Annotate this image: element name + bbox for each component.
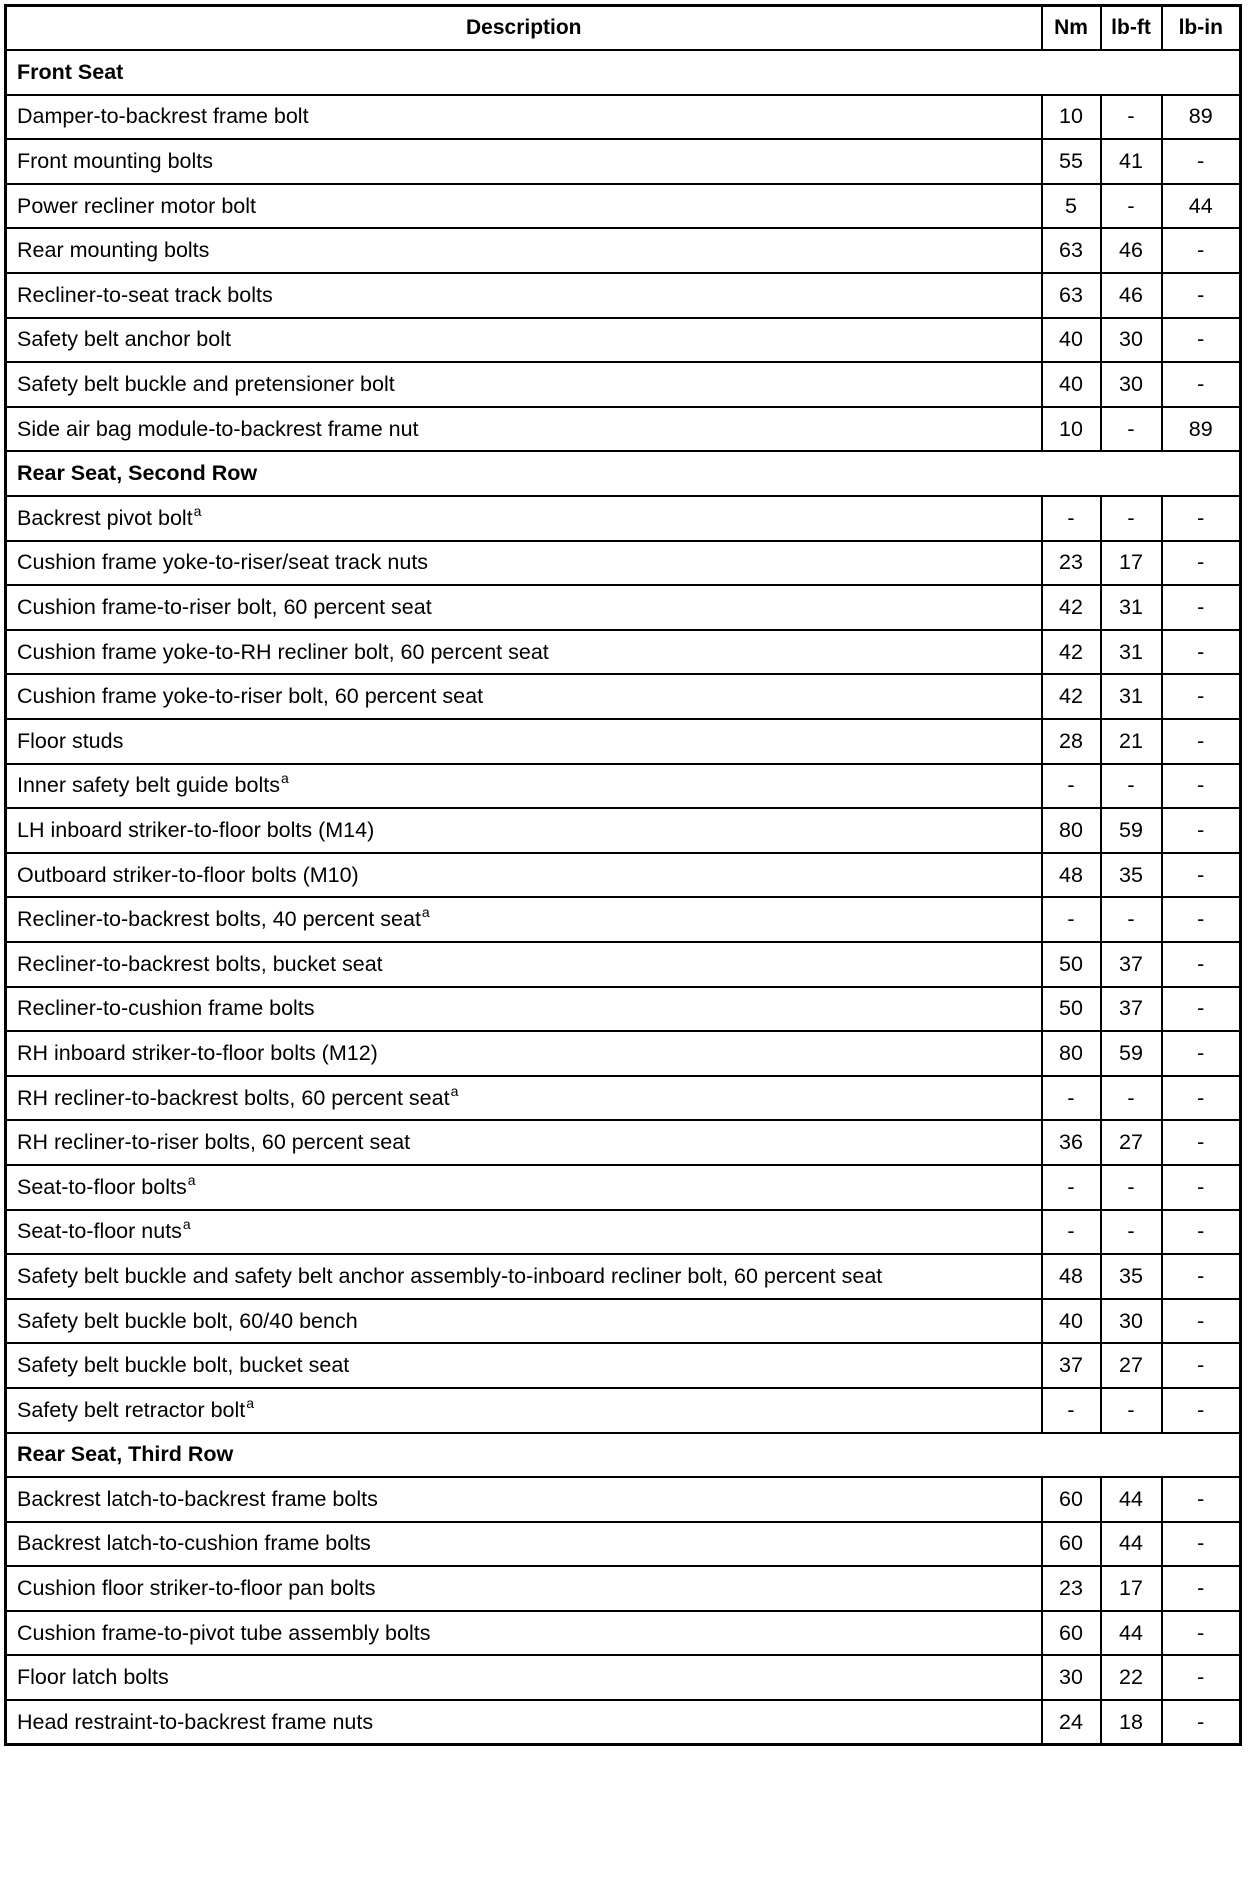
nm-cell: 42	[1042, 585, 1101, 630]
header-description: Description	[6, 6, 1042, 51]
lbin-cell: -	[1162, 139, 1241, 184]
description-text: Cushion frame-to-riser bolt, 60 percent seat	[17, 595, 432, 620]
footnote-marker: a	[246, 1394, 255, 1411]
lbin-cell: -	[1162, 1254, 1241, 1299]
table-row	[6, 1522, 1241, 1567]
description-cell	[6, 585, 1042, 630]
lbin-cell: -	[1162, 808, 1241, 853]
lbft-cell: 18	[1101, 1700, 1162, 1745]
nm-cell: 40	[1042, 1299, 1101, 1344]
lbft-cell: 46	[1101, 228, 1162, 273]
description-cell	[6, 318, 1042, 363]
lbft-cell: 31	[1101, 674, 1162, 719]
table-row	[6, 987, 1241, 1032]
nm-cell: 60	[1042, 1611, 1101, 1656]
lbin-cell: -	[1162, 273, 1241, 318]
table-row	[6, 942, 1241, 987]
description-cell	[6, 630, 1042, 675]
lbft-cell: 22	[1101, 1655, 1162, 1700]
description-cell	[6, 541, 1042, 586]
description-text: Safety belt retractor bolt	[17, 1397, 246, 1422]
lbin-cell: -	[1162, 1299, 1241, 1344]
nm-cell: 30	[1042, 1655, 1101, 1700]
lbin-cell: -	[1162, 897, 1241, 942]
table-row	[6, 273, 1241, 318]
description-cell	[6, 1165, 1042, 1210]
table-row	[6, 1165, 1241, 1210]
lbft-cell: -	[1101, 764, 1162, 809]
description-cell	[6, 808, 1042, 853]
lbft-cell: 44	[1101, 1611, 1162, 1656]
description-text: Rear mounting bolts	[17, 238, 210, 263]
nm-cell: 60	[1042, 1522, 1101, 1567]
footnote-marker: a	[450, 1082, 459, 1099]
description-text: Floor latch bolts	[17, 1665, 169, 1690]
section-header-row	[6, 50, 1241, 95]
lbin-cell: -	[1162, 1522, 1241, 1567]
table-row	[6, 1031, 1241, 1076]
nm-cell: 42	[1042, 674, 1101, 719]
table-row	[6, 95, 1241, 140]
lbft-cell: 41	[1101, 139, 1162, 184]
lbft-cell: 44	[1101, 1522, 1162, 1567]
section-title: Rear Seat, Third Row	[6, 1433, 1241, 1478]
description-text: Safety belt buckle and safety belt anchor assembly-to-inboard recliner bolt, 60 percent seat	[17, 1263, 883, 1288]
lbft-cell: 17	[1101, 541, 1162, 586]
table-row	[6, 1210, 1241, 1255]
nm-cell: 24	[1042, 1700, 1101, 1745]
description-cell	[6, 764, 1042, 809]
header-lbin: lb-in	[1162, 6, 1241, 51]
description-text: Cushion frame-to-pivot tube assembly bolts	[17, 1620, 431, 1645]
table-row	[6, 719, 1241, 764]
lbft-cell: -	[1101, 897, 1162, 942]
footnote-marker: a	[182, 1216, 191, 1233]
nm-cell: 80	[1042, 808, 1101, 853]
lbft-cell: -	[1101, 95, 1162, 140]
lbft-cell: -	[1101, 184, 1162, 229]
nm-cell: 50	[1042, 942, 1101, 987]
nm-cell: 5	[1042, 184, 1101, 229]
nm-cell: 55	[1042, 139, 1101, 184]
lbin-cell: -	[1162, 585, 1241, 630]
description-cell	[6, 1388, 1042, 1433]
lbft-cell: 27	[1101, 1120, 1162, 1165]
lbin-cell: -	[1162, 1611, 1241, 1656]
table-row	[6, 808, 1241, 853]
description-text: Cushion frame yoke-to-riser/seat track nuts	[17, 550, 429, 575]
description-cell	[6, 273, 1042, 318]
description-cell	[6, 1655, 1042, 1700]
lbft-cell: 44	[1101, 1477, 1162, 1522]
lbin-cell: -	[1162, 764, 1241, 809]
description-text: RH recliner-to-riser bolts, 60 percent seat	[17, 1130, 411, 1155]
lbin-cell: -	[1162, 987, 1241, 1032]
nm-cell: 36	[1042, 1120, 1101, 1165]
lbin-cell: -	[1162, 1566, 1241, 1611]
description-cell	[6, 942, 1042, 987]
table-row	[6, 496, 1241, 541]
lbft-cell: 27	[1101, 1343, 1162, 1388]
lbin-cell: -	[1162, 1165, 1241, 1210]
description-cell	[6, 1120, 1042, 1165]
lbft-cell: -	[1101, 1388, 1162, 1433]
nm-cell: 80	[1042, 1031, 1101, 1076]
lbft-cell: 37	[1101, 987, 1162, 1032]
lbin-cell: -	[1162, 942, 1241, 987]
description-text: Seat-to-floor nuts	[17, 1219, 182, 1244]
description-text: LH inboard striker-to-floor bolts (M14)	[17, 817, 375, 842]
lbin-cell: -	[1162, 1120, 1241, 1165]
lbft-cell: 35	[1101, 1254, 1162, 1299]
lbin-cell: 89	[1162, 407, 1241, 452]
description-cell	[6, 139, 1042, 184]
lbin-cell: -	[1162, 674, 1241, 719]
lbin-cell: -	[1162, 1343, 1241, 1388]
description-cell	[6, 674, 1042, 719]
table-body	[6, 50, 1241, 1745]
lbin-cell: -	[1162, 541, 1241, 586]
description-text: Front mounting bolts	[17, 149, 213, 174]
lbft-cell: 21	[1101, 719, 1162, 764]
lbin-cell: -	[1162, 853, 1241, 898]
lbin-cell: 44	[1162, 184, 1241, 229]
nm-cell: 48	[1042, 1254, 1101, 1299]
table-row	[6, 1388, 1241, 1433]
table-row	[6, 1477, 1241, 1522]
description-text: Backrest latch-to-cushion frame bolts	[17, 1531, 371, 1556]
lbin-cell: -	[1162, 1477, 1241, 1522]
description-cell	[6, 407, 1042, 452]
table-row	[6, 1566, 1241, 1611]
description-cell	[6, 1343, 1042, 1388]
lbin-cell: -	[1162, 1031, 1241, 1076]
header-lbft: lb-ft	[1101, 6, 1162, 51]
nm-cell: 63	[1042, 228, 1101, 273]
table-row	[6, 1254, 1241, 1299]
lbft-cell: 31	[1101, 585, 1162, 630]
description-cell	[6, 496, 1042, 541]
lbft-cell: 37	[1101, 942, 1162, 987]
lbft-cell: 30	[1101, 1299, 1162, 1344]
lbft-cell: 17	[1101, 1566, 1162, 1611]
description-cell	[6, 897, 1042, 942]
lbin-cell: -	[1162, 1388, 1241, 1433]
section-header-row	[6, 1433, 1241, 1478]
lbin-cell: -	[1162, 630, 1241, 675]
table-row	[6, 1120, 1241, 1165]
lbft-cell: -	[1101, 407, 1162, 452]
table-row	[6, 1611, 1241, 1656]
footnote-marker: a	[187, 1171, 196, 1188]
nm-cell: 50	[1042, 987, 1101, 1032]
table-row	[6, 1299, 1241, 1344]
lbft-cell: 46	[1101, 273, 1162, 318]
nm-cell: 23	[1042, 541, 1101, 586]
table-row	[6, 228, 1241, 273]
description-cell	[6, 1254, 1042, 1299]
description-text: RH recliner-to-backrest bolts, 60 percent seat	[17, 1085, 450, 1110]
lbin-cell: 89	[1162, 95, 1241, 140]
nm-cell: 10	[1042, 95, 1101, 140]
nm-cell: 23	[1042, 1566, 1101, 1611]
header-row	[6, 6, 1241, 51]
description-text: Cushion frame yoke-to-riser bolt, 60 percent seat	[17, 684, 484, 709]
lbft-cell: -	[1101, 496, 1162, 541]
lbin-cell: -	[1162, 318, 1241, 363]
table-row	[6, 541, 1241, 586]
nm-cell: 10	[1042, 407, 1101, 452]
description-cell	[6, 362, 1042, 407]
nm-cell: 28	[1042, 719, 1101, 764]
table-row	[6, 674, 1241, 719]
nm-cell: -	[1042, 1165, 1101, 1210]
description-cell	[6, 184, 1042, 229]
description-cell	[6, 1522, 1042, 1567]
lbft-cell: 35	[1101, 853, 1162, 898]
table-row	[6, 139, 1241, 184]
description-text: Safety belt anchor bolt	[17, 327, 231, 352]
table-row	[6, 1076, 1241, 1121]
description-text: Floor studs	[17, 728, 124, 753]
lbin-cell: -	[1162, 719, 1241, 764]
description-cell	[6, 1566, 1042, 1611]
lbin-cell: -	[1162, 1210, 1241, 1255]
description-text: Backrest latch-to-backrest frame bolts	[17, 1486, 378, 1511]
table-row	[6, 585, 1241, 630]
lbin-cell: -	[1162, 1655, 1241, 1700]
description-text: Safety belt buckle bolt, bucket seat	[17, 1353, 350, 1378]
lbft-cell: -	[1101, 1076, 1162, 1121]
section-title: Rear Seat, Second Row	[6, 451, 1241, 496]
description-cell	[6, 719, 1042, 764]
description-cell	[6, 1477, 1042, 1522]
nm-cell: 63	[1042, 273, 1101, 318]
lbin-cell: -	[1162, 228, 1241, 273]
lbin-cell: -	[1162, 1700, 1241, 1745]
lbin-cell: -	[1162, 362, 1241, 407]
nm-cell: -	[1042, 897, 1101, 942]
table-row	[6, 630, 1241, 675]
nm-cell: 40	[1042, 362, 1101, 407]
lbin-cell: -	[1162, 496, 1241, 541]
nm-cell: -	[1042, 1388, 1101, 1433]
lbft-cell: 30	[1101, 318, 1162, 363]
table-row	[6, 1700, 1241, 1745]
lbft-cell: 31	[1101, 630, 1162, 675]
description-cell	[6, 1299, 1042, 1344]
nm-cell: -	[1042, 1076, 1101, 1121]
footnote-marker: a	[421, 904, 430, 921]
description-text: RH inboard striker-to-floor bolts (M12)	[17, 1040, 378, 1065]
table-row	[6, 1343, 1241, 1388]
description-text: Outboard striker-to-floor bolts (M10)	[17, 862, 359, 887]
nm-cell: -	[1042, 764, 1101, 809]
nm-cell: -	[1042, 1210, 1101, 1255]
table-row	[6, 318, 1241, 363]
footnote-marker: a	[280, 770, 289, 787]
description-cell	[6, 228, 1042, 273]
description-text: Safety belt buckle and pretensioner bolt	[17, 372, 395, 397]
lbft-cell: 59	[1101, 808, 1162, 853]
description-cell	[6, 987, 1042, 1032]
nm-cell: 40	[1042, 318, 1101, 363]
lbft-cell: -	[1101, 1165, 1162, 1210]
table-row	[6, 1655, 1241, 1700]
description-cell	[6, 1076, 1042, 1121]
header-nm: Nm	[1042, 6, 1101, 51]
description-text: Seat-to-floor bolts	[17, 1174, 187, 1199]
description-text: Head restraint-to-backrest frame nuts	[17, 1709, 374, 1734]
description-cell	[6, 853, 1042, 898]
table-row	[6, 897, 1241, 942]
lbft-cell: 30	[1101, 362, 1162, 407]
description-text: Recliner-to-backrest bolts, bucket seat	[17, 951, 383, 976]
nm-cell: 60	[1042, 1477, 1101, 1522]
description-text: Safety belt buckle bolt, 60/40 bench	[17, 1308, 358, 1333]
table-row	[6, 853, 1241, 898]
table-row	[6, 362, 1241, 407]
description-text: Backrest pivot bolt	[17, 505, 193, 530]
lbft-cell: -	[1101, 1210, 1162, 1255]
description-text: Recliner-to-backrest bolts, 40 percent seat	[17, 907, 421, 932]
footnote-marker: a	[193, 502, 202, 519]
description-cell	[6, 95, 1042, 140]
description-cell	[6, 1031, 1042, 1076]
description-text: Damper-to-backrest frame bolt	[17, 104, 309, 129]
lbin-cell: -	[1162, 1076, 1241, 1121]
description-text: Recliner-to-cushion frame bolts	[17, 996, 315, 1021]
description-text: Cushion floor striker-to-floor pan bolts	[17, 1576, 376, 1601]
nm-cell: 37	[1042, 1343, 1101, 1388]
description-cell	[6, 1611, 1042, 1656]
description-text: Inner safety belt guide bolts	[17, 773, 280, 798]
nm-cell: 48	[1042, 853, 1101, 898]
description-cell	[6, 1210, 1042, 1255]
description-text: Recliner-to-seat track bolts	[17, 282, 273, 307]
torque-spec-table	[4, 4, 1242, 1746]
table-row	[6, 764, 1241, 809]
lbft-cell: 59	[1101, 1031, 1162, 1076]
table-row	[6, 184, 1241, 229]
description-text: Side air bag module-to-backrest frame nut	[17, 416, 419, 441]
nm-cell: -	[1042, 496, 1101, 541]
description-text: Cushion frame yoke-to-RH recliner bolt, 60 percent seat	[17, 639, 549, 664]
description-cell	[6, 1700, 1042, 1745]
nm-cell: 42	[1042, 630, 1101, 675]
section-title: Front Seat	[6, 50, 1241, 95]
section-header-row	[6, 451, 1241, 496]
table-row	[6, 407, 1241, 452]
description-text: Power recliner motor bolt	[17, 193, 256, 218]
